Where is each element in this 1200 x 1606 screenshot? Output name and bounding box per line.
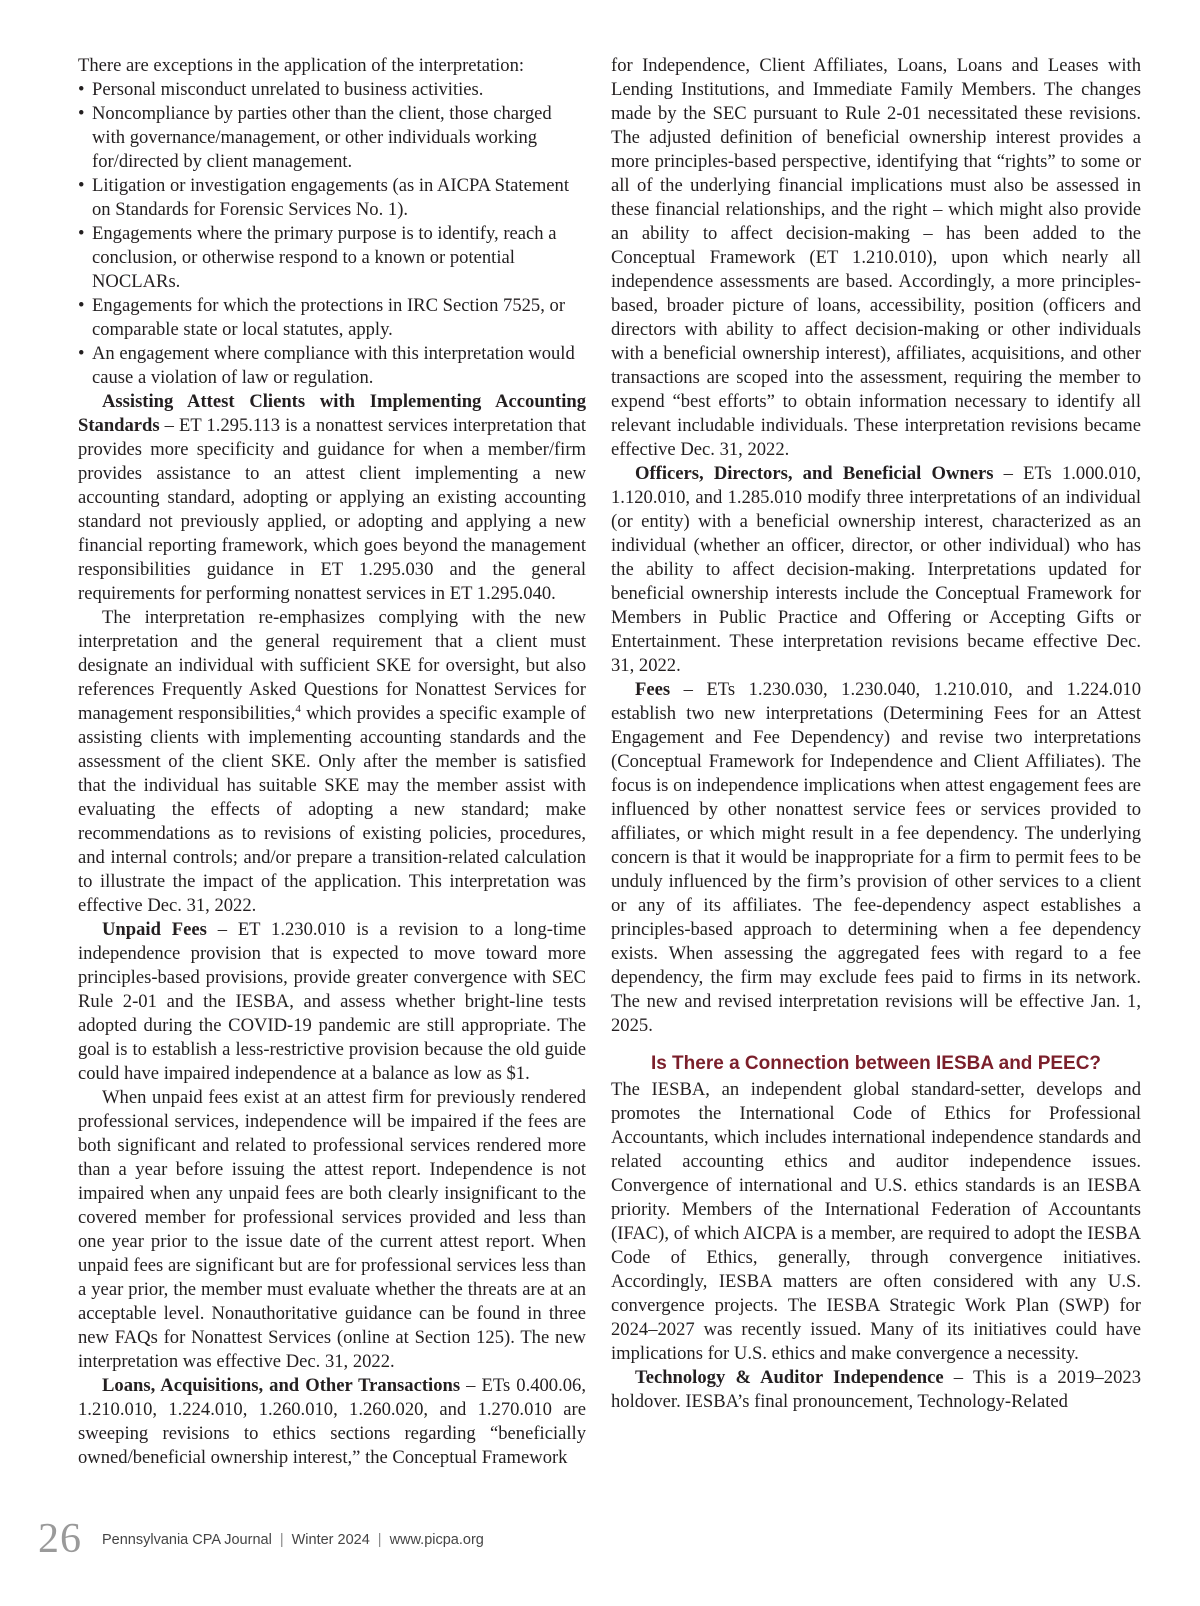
unpaid-fees-paragraph xyxy=(78,918,586,1086)
technology-paragraph xyxy=(611,1366,1141,1414)
list-item: • Personal misconduct unrelated to business activities. xyxy=(78,78,586,102)
footer-text xyxy=(102,1530,484,1550)
fees-text: – ETs 1.230.030, 1.230.040, 1.210.010, and 1.224.010 establish two new interpretations (Determining Fees for an Attest Engagement and Fee Dependency) and revise two interpretations (Conceptual Framework for Independence and Client Affiliates). The focus is on independence implications when attest engagement fees are influenced by other nonattest service fees or services provided to affiliates, or which might result in a fee dependency. The underlying concern is that it would be inappropriate for a firm to permit fees to be unduly influenced by the firm’s provision of other services to a client or any of its affiliates. The fee-dependency aspect establishes a principles-based approach to determining when a fee dependency exists. When assessing the aggregated fees with regard to a fee dependency, the firm may exclude fees paid to firms in its network. The new and revised interpretation revisions will be effective Jan. 1, 2025. xyxy=(611,679,1141,1036)
when-unpaid-paragraph: When unpaid fees exist at an attest firm for previously rendered professional services, independence will be impaired if the fees are both significant and related to professional services rendered more than a year before issuing the attest report. Independence is not impaired when any unpaid fees are both clearly insignificant to the covered member for professional services provided and less than one year prior to the issue date of the current attest report. When unpaid fees are significant but are for professional services less than a year prior, the member must evaluate whether the threats are at an acceptable level. Nonauthoritative guidance can be found in three new FAQs for Nonattest Services (online at Section 125). The new interpretation was effective Dec. 31, 2022. xyxy=(78,1087,586,1372)
assisting-heading: Assisting Attest Clients with Implementing Accounting Standards xyxy=(78,391,586,436)
fees-paragraph xyxy=(611,678,1141,1038)
assisting-paragraph xyxy=(78,390,586,606)
reemphasizes-text-b: which provides a specific example of assisting clients with implementing accounting standards and the assessment of the client SKE. Only after the member is satisfied that the individual has suitable SKE may the member assist with evaluating the effects of adopting a new standard; make recommendations as to revisions of existing policies, procedures, and internal controls; and/or prepare a transition-related calculation to illustrate the impact of the application. This interpretation was effective Dec. 31, 2022. xyxy=(78,703,586,916)
officers-paragraph xyxy=(611,462,1141,678)
list-item: • Engagements for which the protections in IRC Section 7525, or comparable state or local statutes, apply. xyxy=(78,294,586,342)
page-number: 26 xyxy=(38,1516,82,1562)
publication-name: Pennsylvania CPA Journal xyxy=(102,1532,272,1548)
continuation-paragraph: for Independence, Client Affiliates, Loans, Loans and Leases with Lending Institutions, and Immediate Family Members. The changes made by the SEC pursuant to Rule 2-01 necessitated these revisions. The adjusted definition of beneficial ownership interest provides a more principles-based perspective, identifying that “rights” to some or all of the underlying financial implications must also be assessed in these financial relationships, and the right – which might also provide an ability to affect decision-making – has been added to the Conceptual Framework (ET 1.210.010), upon which nearly all independence assessments are based. Accordingly, a more principles-based, broader picture of loans, accessibility, position (officers and directors with ability to affect decision-making or other individuals with a beneficial ownership interest), affiliates, acquisitions, and other transactions are scoped into the assessment, requiring the member to expend “best efforts” to obtain information necessary to identify all relevant includable individuals. These interpretation revisions became effective Dec. 31, 2022. xyxy=(611,55,1141,460)
reemphasizes-text-a: The interpretation re-emphasizes complying with the new interpretation and the general requirement that a client must designate an individual with sufficient SKE for oversight, but also references Frequently Asked Questions for Nonattest Services for management responsibilities, xyxy=(78,607,586,724)
loans-text: – ETs 0.400.06, 1.210.010, 1.224.010, 1.260.010, 1.260.020, and 1.270.010 are sweeping revisions to ethics sections regarding “beneficially owned/beneficial ownership interest,” the Conceptual Framework xyxy=(78,1375,586,1468)
left-column xyxy=(78,54,586,1470)
loans-paragraph xyxy=(78,1374,586,1470)
assisting-text: – ET 1.295.113 is a nonattest services interpretation that provides more specificity and guidance for when a member/firm provides assistance to an attest client implementing a new accounting standard, adopting or applying an existing accounting standard not previously applied, or adopting and applying a new financial reporting framework, which goes beyond the management responsibilities guidance in ET 1.295.030 and the general requirements for performing nonattest services in ET 1.295.040. xyxy=(78,415,586,604)
page-footer xyxy=(38,1514,738,1564)
technology-text: – This is a 2019–2023 holdover. IESBA’s final pronouncement, Technology-Related xyxy=(611,1367,1141,1412)
unpaid-fees-text: – ET 1.230.010 is a revision to a long-time independence provision that is expected to move toward more principles-based provisions, provide greater convergence with SEC Rule 2-01 and the IESBA, and assess whether bright-line tests adopted during the COVID-19 pandemic are still appropriate. The goal is to establish a less-restrictive provision because the old guide could have impaired independence at a balance as low as $1. xyxy=(78,919,586,1084)
list-item: • Litigation or investigation engagements (as in AICPA Statement on Standards for Forensic Services No. 1). xyxy=(78,174,586,222)
reemphasizes-paragraph xyxy=(78,606,586,918)
officers-heading: Officers, Directors, and Beneficial Owners xyxy=(635,463,994,484)
exceptions-list xyxy=(78,78,586,390)
right-column xyxy=(611,54,1141,1414)
footer-separator: | xyxy=(377,1532,382,1548)
list-item: • An engagement where compliance with this interpretation would cause a violation of law or regulation. xyxy=(78,342,586,390)
unpaid-fees-heading: Unpaid Fees xyxy=(102,919,207,940)
fees-heading: Fees xyxy=(635,679,671,700)
footer-separator: | xyxy=(279,1532,284,1548)
loans-heading: Loans, Acquisitions, and Other Transactions xyxy=(102,1375,461,1396)
exceptions-intro: There are exceptions in the application of the interpretation: xyxy=(78,55,525,76)
iesba-paragraph: The IESBA, an independent global standard-setter, develops and promotes the International Code of Ethics for Professional Accountants, which includes international independence standards and related accounting ethics and auditor independence issues. Convergence of international and U.S. ethics standards is an IESBA priority. Members of the International Federation of Accountants (IFAC), of which AICPA is a member, are required to adopt the IESBA Code of Ethics, generally, through convergence initiatives. Accordingly, IESBA matters are often considered with any U.S. convergence projects. The IESBA Strategic Work Plan (SWP) for 2024–2027 was recently issued. Many of its initiatives could have implications for U.S. ethics and make convergence a necessity. xyxy=(611,1079,1141,1364)
footnote-ref: 4 xyxy=(295,702,301,715)
technology-heading: Technology & Auditor Independence xyxy=(635,1367,944,1388)
section-subheading: Is There a Connection between IESBA and PEEC? xyxy=(650,1053,1102,1074)
issue-name: Winter 2024 xyxy=(291,1532,370,1548)
officers-text: – ETs 1.000.010, 1.120.010, and 1.285.010 modify three interpretations of an individual (or entity) with a beneficial ownership interest, characterized as an individual (whether an officer, director, or other individual) who has the ability to affect decision-making. Interpretations updated for beneficial ownership interests include the Conceptual Framework for Members in Public Practice and Offering or Accepting Gifts or Entertainment. These interpretation revisions became effective Dec. 31, 2022. xyxy=(611,463,1141,676)
list-item: • Noncompliance by parties other than the client, those charged with governance/management, or other individuals working for/directed by client management. xyxy=(78,102,586,174)
website-link[interactable]: www.picpa.org xyxy=(389,1532,484,1548)
list-item: • Engagements where the primary purpose is to identify, reach a conclusion, or otherwise respond to a known or potential NOCLARs. xyxy=(78,222,586,294)
